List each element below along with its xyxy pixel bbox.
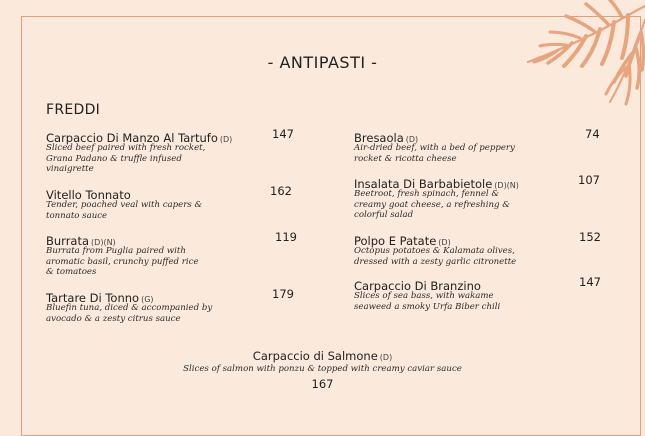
item-name: Vitello Tonnato — [46, 188, 131, 202]
item-tag: (G) — [141, 295, 154, 304]
menu-item — [46, 184, 296, 221]
item-name: Carpaccio Di Manzo Al Tartufo — [46, 131, 218, 145]
menu-item — [354, 230, 604, 267]
item-description: Octopus potatoes & Kalamata olives, dressed with a zesty garlic citronette — [354, 246, 517, 267]
item-name: Carpaccio Di Branzino — [354, 279, 481, 293]
menu-item — [46, 127, 296, 175]
item-tag: (D) — [219, 135, 233, 144]
item-description: Bluefin tuna, diced & accompanied by avocado & a zesty citrus sauce — [46, 303, 213, 324]
item-price: 119 — [275, 230, 297, 244]
item-tag: (D) — [405, 135, 419, 144]
item-price: 107 — [578, 173, 600, 187]
item-name: Carpaccio di Salmone — [252, 349, 378, 363]
item-name: Bresaola — [354, 131, 404, 145]
item-price: 152 — [579, 230, 601, 244]
item-tag: (D) — [379, 353, 393, 362]
item-name: Insalata Di Barbabietole — [354, 177, 493, 191]
item-description: Slices of sea bass, with wakame seaweed a smoky Urfa Biber chili — [354, 291, 501, 312]
menu-item — [354, 275, 604, 312]
section-heading: FREDDI — [46, 102, 101, 118]
item-tag: (D)(N) — [494, 181, 519, 190]
menu-item — [46, 230, 296, 278]
item-price: 167 — [311, 376, 334, 391]
menu-item — [46, 287, 296, 324]
item-description: Slices of salmon with ponzu & topped with creamy caviar sauce — [183, 364, 462, 374]
item-price: 147 — [579, 275, 601, 289]
item-description: Beetroot, fresh spinach, fennel & creamy goat cheese, a refreshing & colorful salad — [354, 189, 510, 220]
item-description: Tender, poached veal with capers & tonnato sauce — [46, 200, 203, 221]
item-name: Burrata — [46, 234, 90, 248]
menu-item-centered — [0, 345, 645, 391]
item-price: 162 — [270, 184, 292, 198]
item-name: Tartare Di Tonno — [46, 291, 140, 305]
item-price: 147 — [272, 127, 294, 141]
item-price: 74 — [585, 127, 600, 141]
menu-item — [354, 173, 604, 221]
menu-title: - ANTIPASTI - — [267, 53, 378, 72]
item-description: Burrata from Puglia paired with aromatic basil, crunchy puffed rice & tomatoes — [46, 246, 199, 277]
item-name: Polpo E Patate — [354, 234, 437, 248]
item-tag: (D)(N) — [91, 238, 116, 247]
item-tag: (D) — [438, 238, 451, 247]
item-description: Air-dried beef, with a bed of peppery rocket & ricotta cheese — [354, 143, 515, 164]
menu-item — [354, 127, 604, 164]
item-price: 179 — [272, 287, 294, 301]
item-description: Sliced beef paired with fresh rocket, Grana Padano & truffle infused vinaigrette — [46, 143, 206, 174]
